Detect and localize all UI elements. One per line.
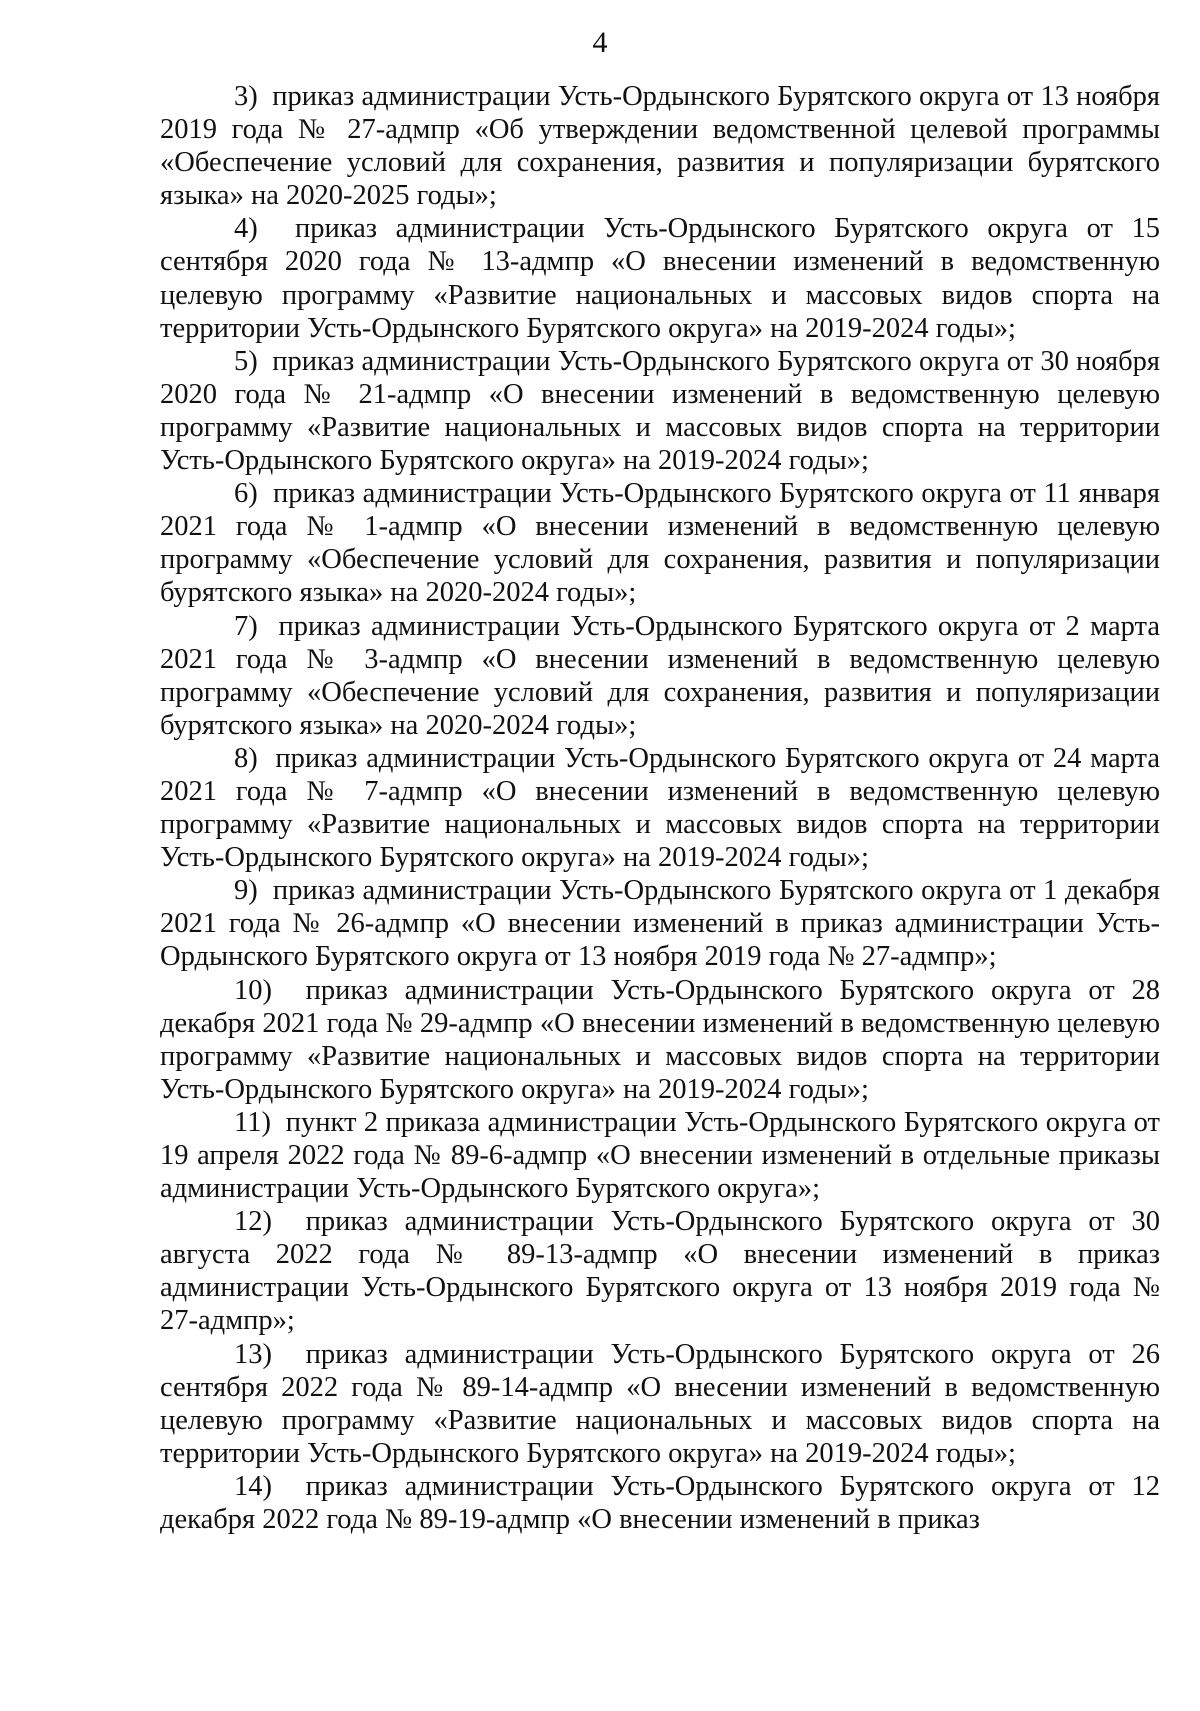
list-item [160,1338,1160,1470]
item-text: приказ администрации Усть-Ордынского Бурятского округа от 2 марта 2021 года № 3-адмпр «О внесении изменений в ведомственную целевую программу «Обеспечение условий для сохранения, развития и популяризации бурятского языка» на 2020-2024 годы»; [160,610,1160,741]
list-item [160,1470,1160,1536]
item-number: 14) [234,1470,272,1502]
item-number: 6) [234,478,258,510]
item-number: 7) [234,610,258,642]
item-text: приказ администрации Усть-Ордынского Бурятского округа от 24 марта 2021 года № 7-адмпр «О внесении изменений в ведомственную целевую программу «Развитие национальных и массовых видов спорта на территории Усть-Ордынского Бурятского округа» на 2019-2024 годы»; [160,742,1160,874]
item-text: приказ администрации Усть-Ордынского Бурятского округа от 28 декабря 2021 года № 29-адмпр «О внесении изменений в ведомственную целевую программу «Развитие национальных и массовых видов спорта на территории Усть-Ордынского Бурятского округа» на 2019-2024 годы»; [160,974,1161,1105]
list-item [160,345,1160,477]
item-number: 8) [234,742,258,774]
page-number: 4 [592,26,608,59]
list-item [160,874,1160,973]
list-item [160,1106,1160,1205]
list-item [160,212,1160,344]
list-item [160,974,1160,1106]
document-body [160,80,1160,1536]
list-item [160,80,1160,212]
list-item [160,1205,1160,1337]
list-item [160,477,1160,609]
list-item [160,742,1160,874]
item-number: 12) [234,1206,272,1238]
item-number: 10) [234,974,272,1006]
item-number: 9) [234,875,258,907]
item-number: 4) [234,213,258,245]
item-text: пункт 2 приказа администрации Усть-Ордынского Бурятского округа от 19 апреля 2022 года № 89-6-адмпр «О внесении изменений в отдельные приказы администрации Усть-Ордынского Бурятского округа»; [160,1106,1160,1205]
item-text: приказ администрации Усть-Ордынского Бурятского округа от 30 августа 2022 года № 89-13-адмпр «О внесении изменений в приказ администрации Усть-Ордынского Бурятского округа от 13 ноября 2019 года № 27-адмпр»; [160,1206,1161,1337]
item-text: приказ администрации Усть-Ордынского Бурятского округа от 30 ноября 2020 года № 21-адмпр «О внесении изменений в ведомственную целевую программу «Развитие национальных и массовых видов спорта на территории Усть-Ордынского Бурятского округа» на 2019-2024 годы»; [160,345,1160,477]
item-number: 13) [234,1338,272,1370]
item-number: 3) [234,81,258,112]
item-text: приказ администрации Усть-Ордынского Бурятского округа от 11 января 2021 года № 1-адмпр «О внесении изменений в ведомственную целевую программу «Обеспечение условий для сохранения, развития и популяризации бурятского языка» на 2020-2024 годы»; [160,478,1160,609]
item-text: приказ администрации Усть-Ордынского Бурятского округа от 12 декабря 2022 года № 89-19-адмпр «О внесении изменений в приказ [160,1470,1161,1536]
list-item [160,610,1160,742]
item-text: приказ администрации Усть-Ордынского Бурятского округа от 15 сентября 2020 года № 13-адмпр «О внесении изменений в ведомственную целевую программу «Развитие национальных и массовых видов спорта на территории Усть-Ордынского Бурятского округа» на 2019-2024 годы»; [160,213,1161,344]
item-text: приказ администрации Усть-Ордынского Бурятского округа от 1 декабря 2021 года № 26-адмпр «О внесении изменений в приказ администрации Усть-Ордынского Бурятского округа от 13 ноября 2019 года № 27-адмпр»; [160,875,1161,973]
item-number: 11) [234,1106,271,1138]
item-text: приказ администрации Усть-Ордынского Бурятского округа от 13 ноября 2019 года № 27-адмпр «Об утверждении ведомственной целевой программы «Обеспечение условий для сохранения, развития и популяризации бурятского языка» на 2020-2025 годы»; [160,81,1160,212]
item-text: приказ администрации Усть-Ордынского Бурятского округа от 26 сентября 2022 года № 89-14-адмпр «О внесении изменений в ведомственную целевую программу «Развитие национальных и массовых видов спорта на территории Усть-Ордынского Бурятского округа» на 2019-2024 годы»; [160,1338,1161,1469]
item-number: 5) [234,345,258,377]
